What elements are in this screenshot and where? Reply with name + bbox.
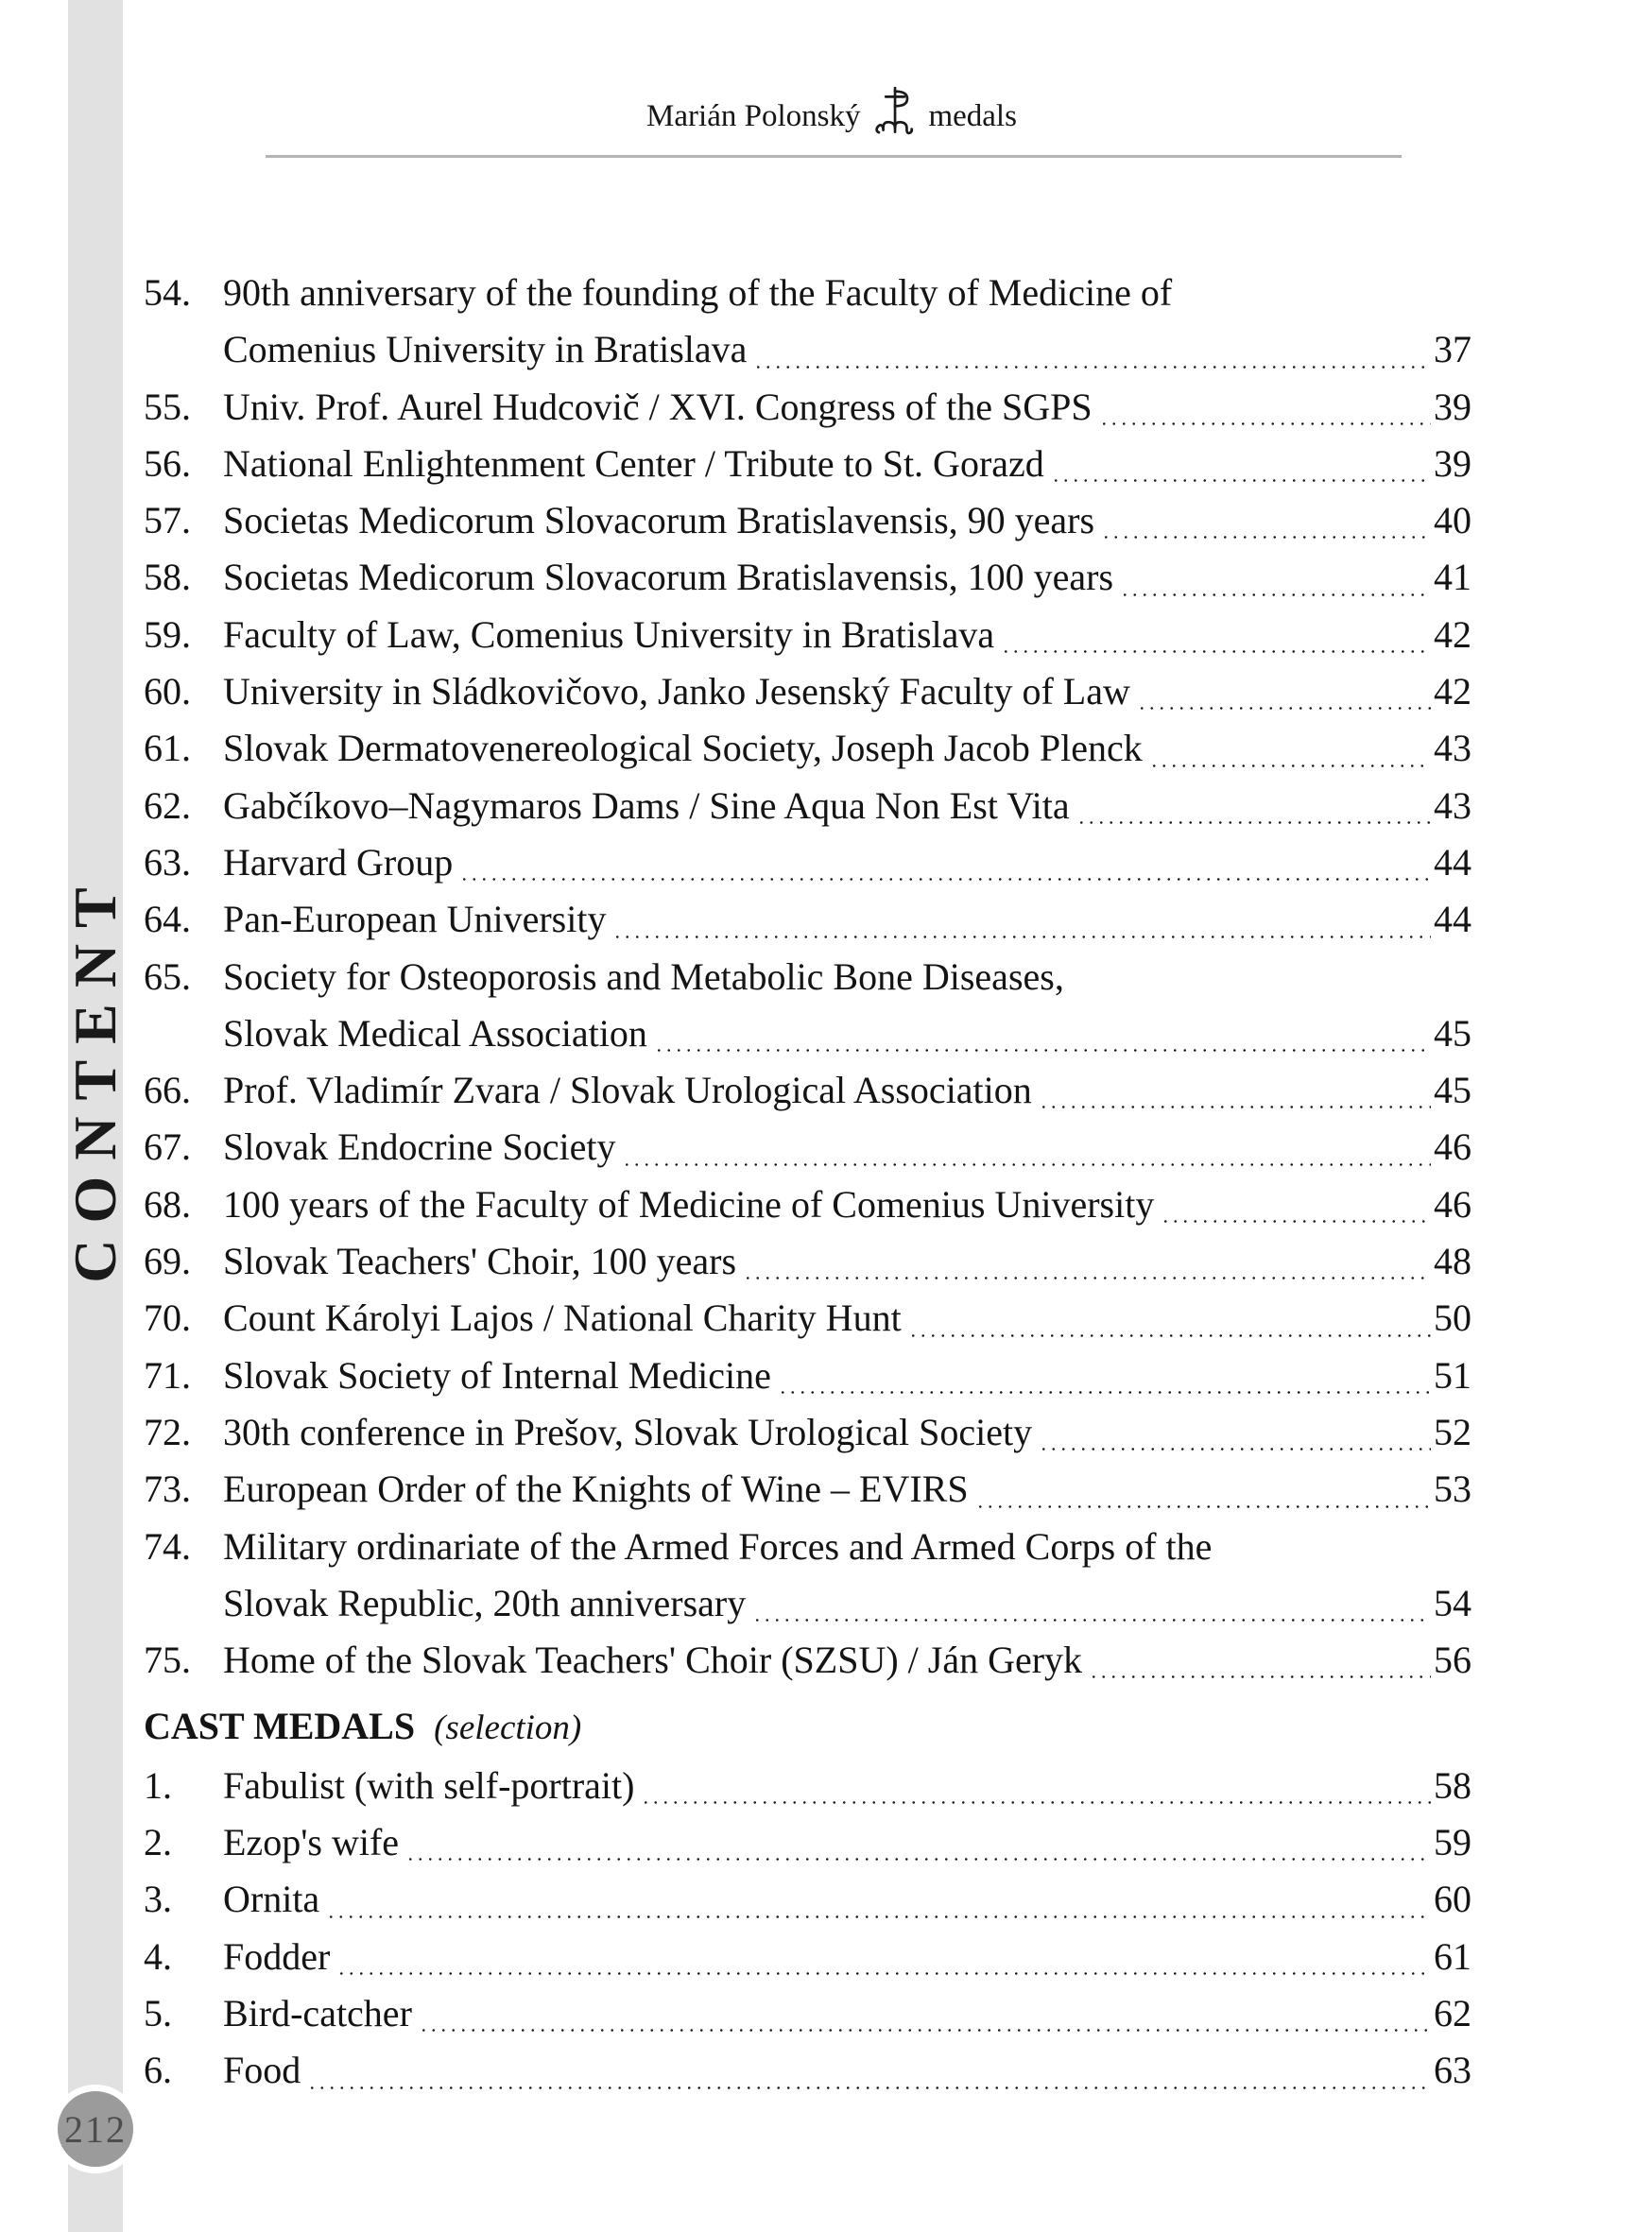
toc-entry-title: Pan-European University bbox=[223, 898, 607, 941]
toc-entry-line bbox=[223, 1632, 1471, 1689]
sidebar-content-label: CONTENT bbox=[61, 871, 129, 1283]
dot-leader bbox=[1161, 1176, 1431, 1233]
toc-entry-line bbox=[223, 1233, 1471, 1290]
toc-entry-page: 54 bbox=[1434, 1581, 1471, 1624]
toc-entry-number: 69. bbox=[144, 1240, 191, 1283]
toc-entry-page: 42 bbox=[1434, 670, 1471, 713]
toc-entry-page: 61 bbox=[1434, 1934, 1471, 1978]
toc-entry-line bbox=[223, 834, 1471, 891]
toc-entry-number: 64. bbox=[144, 898, 191, 941]
toc-entry-line bbox=[223, 549, 1471, 606]
toc-entry bbox=[144, 1461, 1471, 1518]
toc-entry-line bbox=[223, 1290, 1471, 1347]
toc-entry-line bbox=[223, 1871, 1471, 1928]
toc-entry-body bbox=[223, 663, 1471, 720]
toc-entry-title: Slovak Republic, 20th anniversary bbox=[223, 1581, 747, 1624]
toc-entry-title: Gabčíkovo–Nagymaros Dams / Sine Aqua Non Est Vita bbox=[223, 783, 1070, 827]
toc-entry bbox=[144, 265, 1471, 379]
toc-entry-page: 51 bbox=[1434, 1353, 1471, 1397]
toc-entry-title: Harvard Group bbox=[223, 840, 454, 884]
toc-entry-title: Count Károlyi Lajos / National Charity Hunt bbox=[223, 1296, 902, 1340]
toc-entry-title: Ornita bbox=[223, 1878, 320, 1921]
dot-leader bbox=[307, 2042, 1431, 2099]
toc-entry-body bbox=[223, 549, 1471, 606]
toc-entry bbox=[144, 1062, 1471, 1119]
toc-entry-page: 46 bbox=[1434, 1125, 1471, 1169]
toc-entry-number: 57. bbox=[144, 499, 191, 542]
toc-entry-page: 44 bbox=[1434, 898, 1471, 941]
dot-leader bbox=[1001, 607, 1431, 663]
dot-leader bbox=[1039, 1062, 1431, 1119]
dot-leader bbox=[1137, 663, 1431, 720]
toc-entry-line bbox=[223, 265, 1471, 321]
toc-entry-page: 56 bbox=[1434, 1639, 1471, 1682]
toc-entry bbox=[144, 949, 1471, 1063]
toc-entry-body bbox=[223, 834, 1471, 891]
toc-entry-number: 55. bbox=[144, 385, 191, 428]
toc-entry bbox=[144, 834, 1471, 891]
toc-entry-page: 52 bbox=[1434, 1410, 1471, 1453]
toc-entry-page: 62 bbox=[1434, 1991, 1471, 2035]
toc-entry-page: 60 bbox=[1434, 1878, 1471, 1921]
cast-medals-qualifier: (selection) bbox=[434, 1708, 582, 1748]
toc-entry bbox=[144, 1348, 1471, 1404]
toc-entry-body bbox=[223, 1758, 1471, 1814]
toc-entry-line bbox=[223, 492, 1471, 549]
toc-entry-page: 63 bbox=[1434, 2049, 1471, 2092]
toc-entry-page: 50 bbox=[1434, 1296, 1471, 1340]
toc-entry-line bbox=[223, 663, 1471, 720]
toc-entry-body bbox=[223, 436, 1471, 492]
dot-leader bbox=[1089, 1632, 1431, 1689]
dot-leader bbox=[743, 1233, 1431, 1290]
toc-entry bbox=[144, 778, 1471, 834]
toc-entry bbox=[144, 1929, 1471, 1985]
toc-entry-title: Slovak Society of Internal Medicine bbox=[223, 1353, 771, 1397]
toc-entry-body bbox=[223, 1929, 1471, 1985]
toc-entry-title: Slovak Teachers' Choir, 100 years bbox=[223, 1240, 737, 1283]
toc-entry-title: Societas Medicorum Slovacorum Bratislavensis, 100 years bbox=[223, 556, 1114, 599]
toc-entry bbox=[144, 1871, 1471, 1928]
toc-entry-number: 56. bbox=[144, 441, 191, 485]
toc-entry-page: 39 bbox=[1434, 385, 1471, 428]
toc-entry bbox=[144, 379, 1471, 436]
dot-leader bbox=[654, 1005, 1431, 1062]
toc-entry-body bbox=[223, 2042, 1471, 2099]
toc-entry-line bbox=[223, 1176, 1471, 1233]
toc-entry bbox=[144, 663, 1471, 720]
toc-entry-number: 68. bbox=[144, 1182, 191, 1226]
toc-entry-body bbox=[223, 1404, 1471, 1461]
toc-entry-body bbox=[223, 1461, 1471, 1518]
toc-entry-page: 41 bbox=[1434, 556, 1471, 599]
toc-entry-line bbox=[223, 720, 1471, 777]
toc-entry-page: 53 bbox=[1434, 1468, 1471, 1511]
toc-entry-page: 43 bbox=[1434, 783, 1471, 827]
toc-entry-line bbox=[223, 1814, 1471, 1871]
dot-leader bbox=[1149, 720, 1431, 777]
toc-entry-body bbox=[223, 1348, 1471, 1404]
toc-entry-number: 2. bbox=[144, 1821, 172, 1864]
toc-entry bbox=[144, 1233, 1471, 1290]
toc-entry bbox=[144, 607, 1471, 663]
toc-entry-number: 60. bbox=[144, 670, 191, 713]
toc-entry-page: 48 bbox=[1434, 1240, 1471, 1283]
artist-monogram-icon bbox=[872, 86, 916, 141]
toc-entry-number: 63. bbox=[144, 840, 191, 884]
toc-entry-title: National Enlightenment Center / Tribute to St. Gorazd bbox=[223, 441, 1044, 485]
toc-entry-title: Military ordinariate of the Armed Forces and Armed Corps of the bbox=[223, 1524, 1213, 1568]
toc-entry-title: Faculty of Law, Comenius University in Bratislava bbox=[223, 612, 995, 656]
toc-entry-number: 59. bbox=[144, 612, 191, 656]
toc-entry-page: 37 bbox=[1434, 328, 1471, 371]
toc-entry bbox=[144, 1814, 1471, 1871]
toc-entry-page: 59 bbox=[1434, 1821, 1471, 1864]
toc-entry-line bbox=[223, 436, 1471, 492]
toc-entry-line bbox=[223, 379, 1471, 436]
toc-entry bbox=[144, 1632, 1471, 1689]
toc-entry-line bbox=[223, 1461, 1471, 1518]
toc-entry-line bbox=[223, 1062, 1471, 1119]
toc-entry-title: Slovak Dermatovenereological Society, Joseph Jacob Plenck bbox=[223, 727, 1143, 770]
dot-leader bbox=[336, 1929, 1431, 1985]
header-medals-label: medals bbox=[928, 98, 1017, 133]
toc-entry-number: 5. bbox=[144, 1991, 172, 2035]
toc-entry-title: European Order of the Knights of Wine – EVIRS bbox=[223, 1468, 969, 1511]
toc-entry-line bbox=[223, 1575, 1471, 1632]
dot-leader bbox=[326, 1871, 1431, 1928]
dot-leader bbox=[1051, 436, 1431, 492]
toc-entry-line bbox=[223, 1119, 1471, 1176]
cast-medals-title: CAST MEDALS bbox=[144, 1705, 416, 1748]
toc-entry bbox=[144, 1119, 1471, 1176]
toc-entry-page: 42 bbox=[1434, 612, 1471, 656]
toc-entry-number: 54. bbox=[144, 271, 191, 314]
toc-entry-number: 74. bbox=[144, 1524, 191, 1568]
toc-entry-line bbox=[223, 1005, 1471, 1062]
table-of-contents bbox=[144, 265, 1471, 2100]
toc-entry-body bbox=[223, 492, 1471, 549]
toc-entry-title: Univ. Prof. Aurel Hudcovič / XVI. Congress of the SGPS bbox=[223, 385, 1093, 428]
toc-entry bbox=[144, 436, 1471, 492]
toc-entry-number: 6. bbox=[144, 2049, 172, 2092]
toc-entry-title: Societas Medicorum Slovacorum Bratislavensis, 90 years bbox=[223, 499, 1095, 542]
dot-leader bbox=[622, 1119, 1431, 1176]
toc-entry-body bbox=[223, 720, 1471, 777]
dot-leader bbox=[753, 321, 1431, 378]
header-rule bbox=[266, 155, 1402, 158]
dot-leader bbox=[405, 1814, 1431, 1871]
page-number-badge bbox=[51, 2085, 140, 2173]
toc-entry-body bbox=[223, 1119, 1471, 1176]
struck-medals-list bbox=[144, 265, 1471, 1689]
toc-entry-body bbox=[223, 1871, 1471, 1928]
dot-leader bbox=[975, 1461, 1431, 1518]
toc-entry-body bbox=[223, 1814, 1471, 1871]
toc-entry-page: 40 bbox=[1434, 499, 1471, 542]
toc-entry-line bbox=[223, 949, 1471, 1005]
cast-medals-heading bbox=[144, 1698, 1471, 1757]
toc-entry-number: 66. bbox=[144, 1069, 191, 1112]
toc-entry-number: 65. bbox=[144, 954, 191, 998]
toc-entry-line bbox=[223, 1348, 1471, 1404]
toc-entry-line bbox=[223, 891, 1471, 948]
toc-entry bbox=[144, 1758, 1471, 1814]
toc-entry-body bbox=[223, 1176, 1471, 1233]
toc-entry-body bbox=[223, 379, 1471, 436]
toc-entry bbox=[144, 1176, 1471, 1233]
toc-entry-body bbox=[223, 265, 1471, 379]
toc-entry bbox=[144, 2042, 1471, 2099]
toc-entry-line bbox=[223, 1985, 1471, 2042]
dot-leader bbox=[612, 891, 1431, 948]
toc-entry bbox=[144, 1519, 1471, 1633]
toc-entry-line bbox=[223, 321, 1471, 378]
toc-entry bbox=[144, 492, 1471, 549]
dot-leader bbox=[752, 1575, 1431, 1632]
toc-entry-title: 100 years of the Faculty of Medicine of Comenius University bbox=[223, 1182, 1155, 1226]
toc-entry-number: 72. bbox=[144, 1410, 191, 1453]
toc-entry-title: University in Sládkovičovo, Janko Jesenský Faculty of Law bbox=[223, 670, 1130, 713]
toc-entry bbox=[144, 891, 1471, 948]
toc-entry bbox=[144, 720, 1471, 777]
toc-entry-title: Ezop's wife bbox=[223, 1821, 400, 1864]
toc-entry-title: Society for Osteoporosis and Metabolic Bone Diseases, bbox=[223, 954, 1064, 998]
toc-entry-title: Fabulist (with self-portrait) bbox=[223, 1763, 635, 1807]
toc-entry-page: 43 bbox=[1434, 727, 1471, 770]
toc-entry-page: 39 bbox=[1434, 441, 1471, 485]
cast-medals-list bbox=[144, 1758, 1471, 2100]
dot-leader bbox=[419, 1985, 1431, 2042]
toc-entry-body bbox=[223, 778, 1471, 834]
toc-entry-number: 62. bbox=[144, 783, 191, 827]
toc-entry-body bbox=[223, 1519, 1471, 1633]
toc-entry-body bbox=[223, 607, 1471, 663]
dot-leader bbox=[908, 1290, 1431, 1347]
toc-entry-number: 61. bbox=[144, 727, 191, 770]
toc-entry-body bbox=[223, 1062, 1471, 1119]
dot-leader bbox=[1039, 1404, 1431, 1461]
toc-entry-body bbox=[223, 1233, 1471, 1290]
toc-entry-page: 45 bbox=[1434, 1069, 1471, 1112]
toc-entry bbox=[144, 1290, 1471, 1347]
toc-entry-line bbox=[223, 607, 1471, 663]
dot-leader bbox=[459, 834, 1431, 891]
toc-entry-title: 30th conference in Prešov, Slovak Urological Society bbox=[223, 1410, 1033, 1453]
dot-leader bbox=[1076, 778, 1431, 834]
toc-entry-title: Slovak Medical Association bbox=[223, 1011, 647, 1055]
toc-entry bbox=[144, 1985, 1471, 2042]
toc-entry-title: 90th anniversary of the founding of the Faculty of Medicine of bbox=[223, 271, 1173, 314]
dot-leader bbox=[778, 1348, 1431, 1404]
toc-entry-number: 73. bbox=[144, 1468, 191, 1511]
toc-entry-number: 75. bbox=[144, 1639, 191, 1682]
toc-entry-line bbox=[223, 1758, 1471, 1814]
page-header bbox=[265, 87, 1399, 146]
toc-entry-page: 58 bbox=[1434, 1763, 1471, 1807]
toc-entry-line bbox=[223, 1929, 1471, 1985]
toc-entry bbox=[144, 549, 1471, 606]
toc-entry-page: 44 bbox=[1434, 840, 1471, 884]
toc-entry-title: Bird-catcher bbox=[223, 1991, 412, 2035]
toc-entry-body bbox=[223, 949, 1471, 1063]
toc-entry-line bbox=[223, 1519, 1471, 1575]
toc-entry-number: 3. bbox=[144, 1878, 172, 1921]
toc-entry-body bbox=[223, 1985, 1471, 2042]
toc-entry-body bbox=[223, 891, 1471, 948]
toc-entry-page: 46 bbox=[1434, 1182, 1471, 1226]
toc-entry-title: Fodder bbox=[223, 1934, 331, 1978]
toc-entry-title: Slovak Endocrine Society bbox=[223, 1125, 616, 1169]
toc-entry-title: Home of the Slovak Teachers' Choir (SZSU) / Ján Geryk bbox=[223, 1639, 1083, 1682]
toc-entry-body bbox=[223, 1290, 1471, 1347]
dot-leader bbox=[1120, 549, 1431, 606]
toc-entry-title: Comenius University in Bratislava bbox=[223, 328, 748, 371]
toc-entry-line bbox=[223, 1404, 1471, 1461]
toc-entry-title: Food bbox=[223, 2049, 301, 2092]
toc-entry-number: 70. bbox=[144, 1296, 191, 1340]
toc-entry-title: Prof. Vladimír Zvara / Slovak Urological Association bbox=[223, 1069, 1032, 1112]
toc-entry-line bbox=[223, 778, 1471, 834]
toc-entry-page: 45 bbox=[1434, 1011, 1471, 1055]
toc-entry-number: 67. bbox=[144, 1125, 191, 1169]
dot-leader bbox=[1099, 379, 1431, 436]
toc-entry-number: 71. bbox=[144, 1353, 191, 1397]
dot-leader bbox=[1101, 492, 1431, 549]
toc-entry-line bbox=[223, 2042, 1471, 2099]
header-author: Marián Polonský bbox=[646, 98, 861, 133]
toc-entry-number: 1. bbox=[144, 1763, 172, 1807]
toc-entry-number: 58. bbox=[144, 556, 191, 599]
dot-leader bbox=[641, 1758, 1431, 1814]
toc-entry-number: 4. bbox=[144, 1934, 172, 1978]
toc-entry-body bbox=[223, 1632, 1471, 1689]
toc-entry bbox=[144, 1404, 1471, 1461]
page-number: 212 bbox=[64, 2107, 127, 2151]
